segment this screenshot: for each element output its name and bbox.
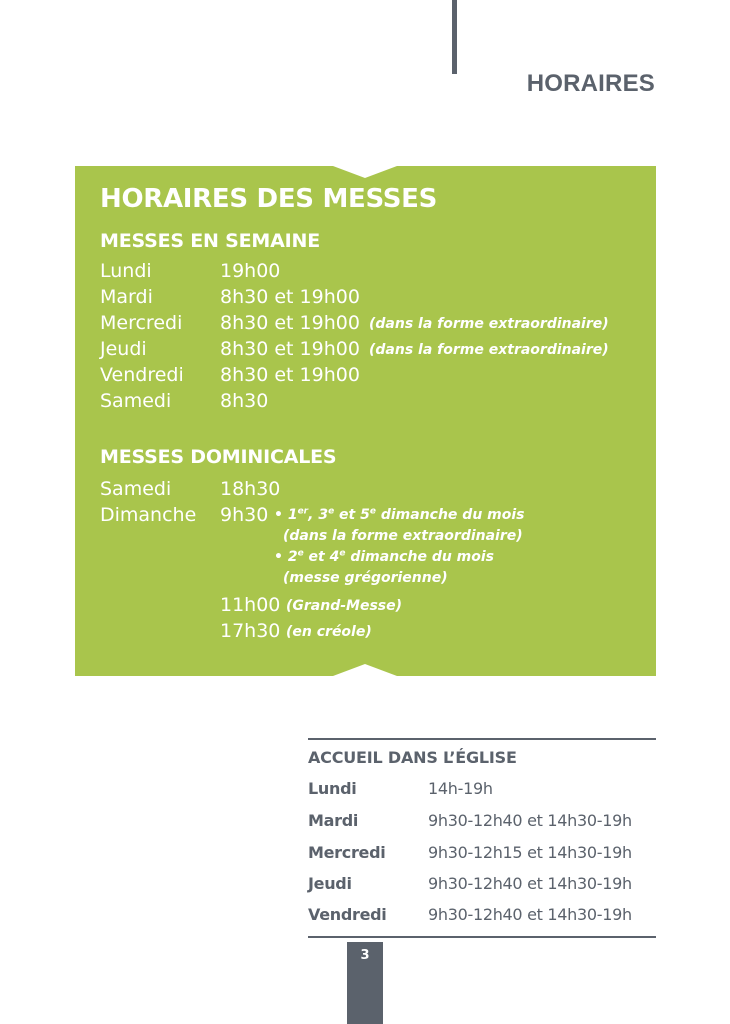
reception-day: Lundi [308, 779, 357, 798]
reception-day: Vendredi [308, 905, 387, 924]
sunday-bullet-1: • 1er, 3e et 5e dimanche du mois [274, 506, 525, 523]
weekday-day: Mardi [100, 286, 153, 308]
sunday-time: 17h30 [220, 620, 281, 642]
weekday-time: 19h00 [220, 260, 281, 282]
page-number-tab [347, 942, 383, 1024]
sunday-day: Samedi [100, 478, 172, 500]
weekday-note: (dans la forme extraordinaire) [369, 342, 609, 358]
sunday-bullet-1-note: (dans la forme extraordinaire) [283, 528, 523, 544]
reception-bottom-rule [308, 936, 656, 938]
sunday-heading: MESSES DOMINICALES [100, 446, 337, 468]
reception-hours: 9h30-12h40 et 14h30-19h [428, 905, 632, 924]
reception-top-rule [308, 738, 656, 740]
sunday-time: 11h00 [220, 594, 281, 616]
sunday-time: 18h30 [220, 478, 281, 500]
reception-row [308, 811, 656, 833]
weekday-day: Jeudi [100, 338, 147, 360]
weekday-time: 8h30 et 19h00 [220, 312, 360, 334]
weekday-note: (dans la forme extraordinaire) [369, 316, 609, 332]
weekday-day: Samedi [100, 390, 172, 412]
panel-top-notch [333, 166, 397, 178]
reception-row [308, 905, 656, 927]
reception-hours: 9h30-12h40 et 14h30-19h [428, 874, 632, 893]
weekday-day: Lundi [100, 260, 152, 282]
reception-day: Jeudi [308, 874, 352, 893]
weekday-time: 8h30 et 19h00 [220, 364, 360, 386]
reception-hours: 9h30-12h15 et 14h30-19h [428, 843, 632, 862]
panel-bottom-notch [333, 664, 397, 676]
top-divider-bar [452, 0, 457, 74]
reception-row [308, 779, 656, 801]
sunday-day: Dimanche [100, 504, 197, 526]
weekday-day: Mercredi [100, 312, 183, 334]
reception-title: ACCUEIL DANS L’ÉGLISE [308, 748, 517, 767]
reception-hours: 9h30-12h40 et 14h30-19h [428, 811, 632, 830]
page-number: 3 [360, 948, 370, 963]
reception-day: Mardi [308, 811, 359, 830]
sunday-note: (Grand-Messe) [286, 598, 403, 614]
weekday-time: 8h30 et 19h00 [220, 338, 360, 360]
reception-hours: 14h-19h [428, 779, 493, 798]
reception-row [308, 874, 656, 896]
sunday-bullet-2: • 2e et 4e dimanche du mois [274, 548, 495, 565]
mass-schedule-title: HORAIRES DES MESSES [100, 184, 438, 214]
sunday-time: 9h30 [220, 504, 269, 526]
reception-row [308, 843, 656, 865]
reception-day: Mercredi [308, 843, 386, 862]
sunday-note: (en créole) [286, 624, 372, 640]
page-heading: HORAIRES [526, 70, 655, 97]
weekday-day: Vendredi [100, 364, 184, 386]
sunday-bullet-2-note: (messe grégorienne) [283, 570, 448, 586]
weekday-heading: MESSES EN SEMAINE [100, 230, 320, 252]
weekday-time: 8h30 [220, 390, 269, 412]
weekday-time: 8h30 et 19h00 [220, 286, 360, 308]
